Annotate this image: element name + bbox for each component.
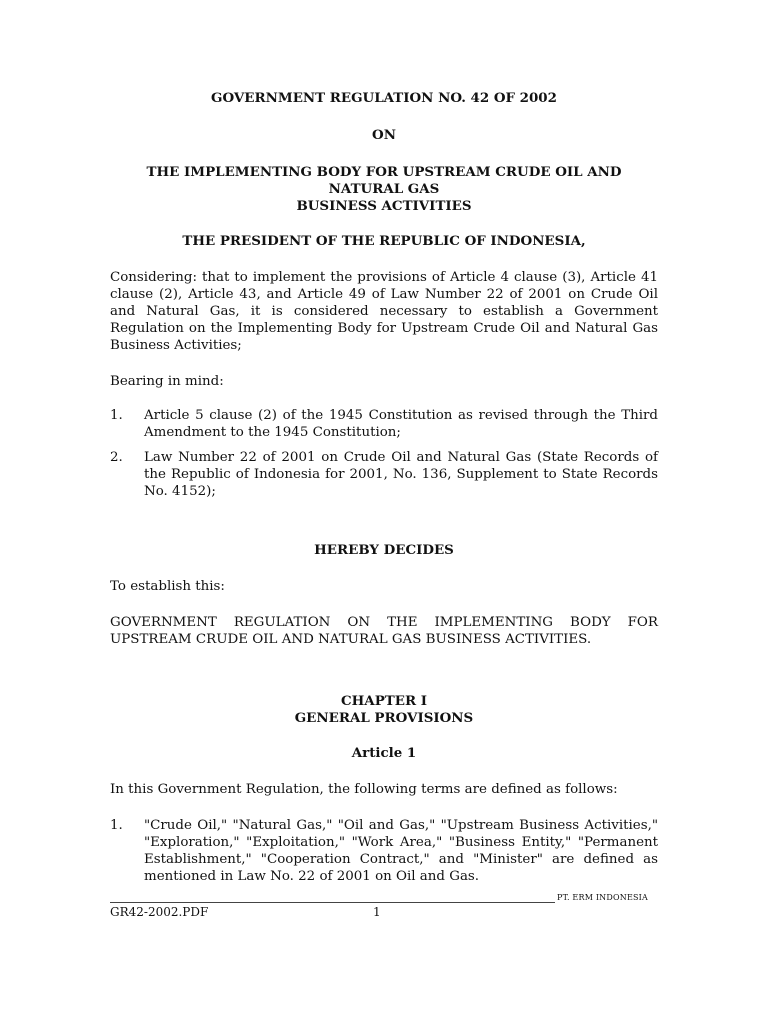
chapter-number: CHAPTER I: [341, 693, 427, 709]
list-number: 1.: [110, 818, 123, 833]
bearing-label: Bearing in mind:: [110, 374, 224, 389]
page-number: 1: [373, 905, 381, 919]
list-item: [110, 407, 658, 441]
definitions-intro: In this Government Regulation, the following terms are defined as follows:: [110, 782, 618, 797]
chapter-title: GENERAL PROVISIONS: [294, 710, 474, 726]
establish-text: GOVERNMENT REGULATION ON THE IMPLEMENTING BODY FOR UPSTREAM CRUDE OIL AND NATURAL GAS BUSINESS ACTIVITIES.: [110, 615, 658, 647]
president-heading: THE PRESIDENT OF THE REPUBLIC OF INDONESIA,: [182, 233, 586, 249]
definitions-list: [110, 817, 658, 885]
list-item: [110, 817, 658, 885]
regulation-title: GOVERNMENT REGULATION NO. 42 OF 2002: [211, 90, 557, 106]
regulation-subject: [110, 164, 658, 215]
establish-label: To establish this:: [110, 579, 225, 594]
subject-line-2: BUSINESS ACTIVITIES: [296, 198, 472, 214]
document-page: [110, 90, 658, 885]
decides-heading: HEREBY DECIDES: [314, 542, 454, 558]
footer-company: PT. ERM INDONESIA: [557, 893, 649, 902]
article-heading: Article 1: [351, 745, 417, 761]
list-text: "Crude Oil," "Natural Gas," "Oil and Gas," "Upstream Business Activities," "Exploration," "Exploitation," "Work Area," "Business Entity," "Permanent Establishment," "Cooperation Contract," and "Minister" are defined as mentioned in Law No. 22 of 2001 on Oil and Gas.: [144, 818, 658, 884]
list-number: 2.: [110, 450, 123, 465]
list-item: [110, 449, 658, 500]
bearing-list: [110, 407, 658, 500]
list-text: Article 5 clause (2) of the 1945 Constitution as revised through the Third Amendment to the 1945 Constitution;: [144, 408, 658, 440]
footer-filename: GR42-2002.PDF: [110, 905, 209, 919]
considering-paragraph: Considering: that to implement the provisions of Article 4 clause (3), Article 41 clause (2), Article 43, and Article 49 of Law Number 22 of 2001 on Crude Oil and Natural Gas, it is considered necessary to establish a Government Regulation on the Implementing Body for Upstream Crude Oil and Natural Gas Business Activities;: [110, 270, 658, 353]
on-heading: ON: [372, 127, 396, 143]
subject-line-1: THE IMPLEMENTING BODY FOR UPSTREAM CRUDE OIL AND NATURAL GAS: [146, 164, 622, 197]
list-number: 1.: [110, 408, 123, 423]
chapter-heading: [110, 693, 658, 727]
list-text: Law Number 22 of 2001 on Crude Oil and Natural Gas (State Records of the Republic of Indonesia for 2001, No. 136, Supplement to State Records No. 4152);: [144, 450, 658, 499]
footer-divider: [110, 902, 555, 903]
